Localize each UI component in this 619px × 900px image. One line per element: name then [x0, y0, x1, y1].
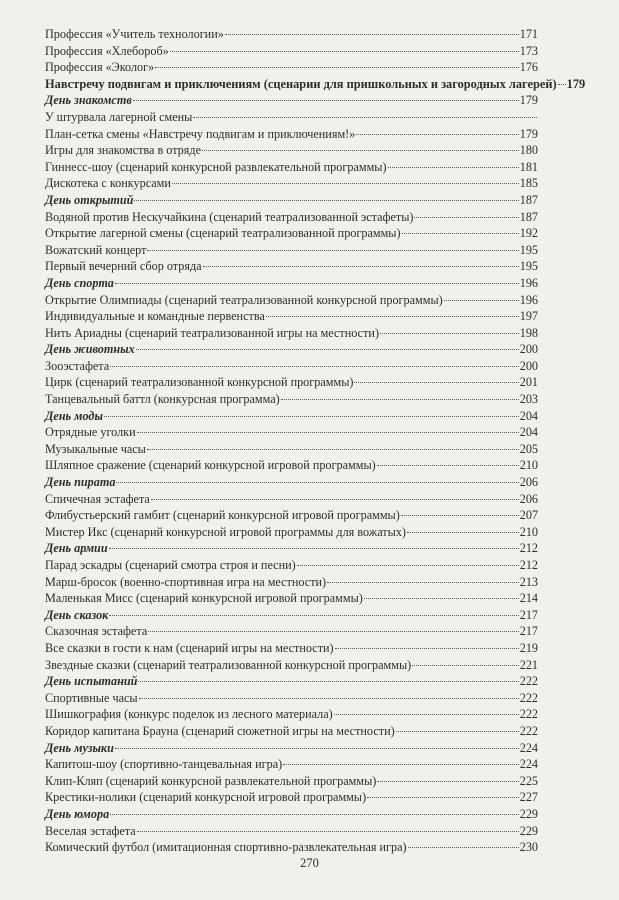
dot-leader: [356, 134, 518, 135]
toc-section-heading: [45, 341, 538, 358]
toc-entry-title: У штурвала лагерной смены: [45, 109, 193, 124]
toc-entry-page: 171: [519, 27, 538, 41]
toc-entry-page: 179: [519, 93, 538, 108]
toc-entry-page: 210: [519, 458, 538, 473]
toc-entry-page: 207: [519, 508, 538, 523]
toc-section-heading: [45, 92, 538, 109]
toc-entry-page: 210: [519, 524, 538, 539]
toc-entry-title: Маленькая Мисс (сценарий конкурсной игровой программы): [45, 591, 363, 606]
toc-entry-title: Дискотека с конкурсами: [45, 176, 171, 191]
toc-entry-page: 203: [519, 392, 538, 407]
dot-leader: [155, 67, 518, 68]
toc-entry-title: Профессия «Учитель технологии»: [45, 27, 224, 41]
toc-entry: [45, 839, 538, 856]
toc-entry: [45, 258, 538, 275]
toc-entry: [45, 623, 538, 640]
toc-entry-page: 204: [519, 408, 538, 423]
toc-entry-title: День юмора: [45, 806, 110, 821]
toc-entry-title: Клип-Кляп (сценарий конкурсной развлекательной программы): [45, 773, 377, 788]
toc-entry-page: 230: [519, 840, 538, 855]
toc-entry-title: Гиннесс-шоу (сценарий конкурсной развлекательной программы): [45, 159, 387, 174]
toc-entry-title: Капитош-шоу (спортивно-танцевальная игра): [45, 757, 283, 772]
toc-entry: [45, 209, 538, 226]
toc-entry: [45, 59, 538, 76]
table-of-contents: [45, 26, 586, 856]
toc-entry-page: 185: [519, 176, 538, 191]
toc-entry: [45, 574, 538, 591]
toc-entry-title: Первый вечерний сбор отряда: [45, 259, 202, 274]
toc-entry-title: День открытий: [45, 192, 134, 207]
dot-leader: [225, 34, 519, 35]
toc-entry-title: Индивидуальные и командные первенства: [45, 309, 265, 324]
toc-entry-title: Флибустьерский гамбит (сценарий конкурсной игровой программы): [45, 508, 400, 523]
toc-entry: [45, 159, 538, 176]
toc-entry-page: 192: [519, 226, 538, 241]
toc-entry-title: Веселая эстафета: [45, 823, 136, 838]
toc-entry: [45, 325, 538, 342]
toc-entry: [45, 640, 538, 657]
toc-entry-page: 224: [519, 740, 538, 755]
toc-entry-page: 195: [519, 259, 538, 274]
toc-entry-page: 221: [519, 657, 538, 672]
toc-entry-title: День пирата: [45, 475, 116, 490]
toc-entry-title: Парад эскадры (сценарий смотра строя и песни): [45, 558, 296, 572]
toc-section-heading: [45, 806, 538, 823]
toc-entry-page: 197: [519, 309, 538, 324]
toc-entry-page: 225: [519, 773, 538, 788]
toc-entry: [45, 657, 538, 674]
toc-entry: [45, 457, 538, 474]
toc-entry-page: 179: [519, 126, 538, 141]
toc-entry-title: Музыкальные часы: [45, 441, 146, 456]
toc-entry-title: День музыки: [45, 740, 114, 755]
toc-entry: [45, 358, 538, 375]
toc-entry-title: День армии: [45, 541, 108, 556]
dot-leader: [170, 51, 519, 52]
toc-entry-title: Звездные сказки (сценарий театрализованной конкурсной программы): [45, 657, 412, 672]
toc-entry-title: Коридор капитана Брауна (сценарий сюжетной игры на местности): [45, 723, 395, 738]
toc-entry-page: 222: [519, 674, 538, 689]
toc-entry-page: 196: [519, 292, 538, 307]
toc-entry-title: Мистер Икс (сценарий конкурсной игровой программы для вожатых): [45, 524, 406, 539]
dot-leader: [115, 283, 519, 284]
dot-leader: [396, 731, 519, 732]
toc-entry: [45, 424, 538, 441]
toc-entry-page: 201: [519, 375, 538, 390]
toc-entry-page: 195: [519, 242, 538, 257]
page-number: 270: [300, 856, 319, 870]
dot-leader: [407, 532, 519, 533]
toc-entry: [45, 175, 538, 192]
toc-entry-title: Шляпное сражение (сценарий конкурсной игровой программы): [45, 458, 376, 473]
dot-leader: [380, 333, 519, 334]
toc-entry: [45, 242, 538, 259]
dot-leader: [104, 416, 519, 417]
dot-leader: [558, 84, 566, 85]
dot-leader: [203, 266, 519, 267]
dot-leader: [109, 548, 519, 549]
dot-leader: [334, 714, 519, 715]
toc-entry-page: 222: [519, 707, 538, 722]
toc-entry-page: 187: [519, 192, 538, 207]
toc-entry-page: 217: [519, 607, 538, 622]
toc-entry-page: 198: [519, 325, 538, 340]
toc-entry-title: Нить Ариадны (сценарий театрализованной игры на местности): [45, 325, 379, 340]
dot-leader: [115, 748, 519, 749]
dot-leader: [354, 382, 518, 383]
toc-entry-title: День спорта: [45, 275, 114, 290]
dot-leader: [402, 233, 519, 234]
toc-entry-title: Комический футбол (имитационная спортивно-развлекательная игра): [45, 840, 407, 855]
toc-entry-title: Водяной против Нескучайкина (сценарий театрализованной эстафеты): [45, 209, 414, 224]
toc-entry-page: 213: [519, 574, 538, 589]
toc-entry: [45, 391, 538, 408]
toc-entry-title: Танцевальный баттл (конкурсная программа): [45, 392, 280, 407]
toc-entry-page: 212: [519, 541, 538, 556]
toc-entry-page: 229: [519, 806, 538, 821]
dot-leader: [110, 814, 519, 815]
dot-leader: [444, 300, 519, 301]
toc-entry-page: 173: [519, 43, 538, 58]
dot-leader: [408, 847, 519, 848]
toc-entry-page: 205: [519, 441, 538, 456]
dot-leader: [297, 565, 519, 566]
dot-leader: [414, 217, 518, 218]
toc-entry-title: Зооэстафета: [45, 358, 110, 373]
toc-section-heading: [45, 408, 538, 425]
toc-entry: [45, 374, 538, 391]
toc-entry-title: Игры для знакомства в отряде: [45, 143, 201, 158]
toc-entry: [45, 823, 538, 840]
toc-entry: [45, 225, 538, 242]
dot-leader: [134, 200, 518, 201]
toc-entry: [45, 706, 538, 723]
toc-entry-title: День испытаний: [45, 674, 138, 689]
dot-leader: [388, 167, 519, 168]
toc-entry-page: 200: [519, 342, 538, 357]
toc-entry: [45, 126, 538, 143]
dot-leader: [148, 631, 518, 632]
toc-section-heading: [45, 540, 538, 557]
dot-leader: [110, 366, 519, 367]
dot-leader: [133, 100, 519, 101]
dot-leader: [116, 482, 518, 483]
dot-leader: [147, 449, 519, 450]
toc-entry-title: Сказочная эстафета: [45, 624, 148, 639]
dot-leader: [327, 582, 519, 583]
toc-entry-title: Цирк (сценарий театрализованной конкурсной программы): [45, 375, 354, 390]
dot-leader: [377, 781, 518, 782]
dot-leader: [202, 150, 519, 151]
toc-entry-title: Профессия «Хлебороб»: [45, 43, 169, 58]
toc-entry-page: 212: [519, 558, 538, 572]
dot-leader: [137, 432, 519, 433]
toc-entry: [45, 524, 538, 541]
dot-leader: [151, 499, 519, 500]
toc-entry-title: Все сказки в гости к нам (сценарий игры на местности): [45, 640, 334, 655]
toc-entry-title: Профессия «Эколог»: [45, 60, 155, 75]
toc-entry-page: 217: [519, 624, 538, 639]
toc-entry-page: 179: [566, 76, 586, 91]
toc-entry-title: Крестики-нолики (сценарий конкурсной игровой программы): [45, 790, 367, 805]
dot-leader: [377, 465, 519, 466]
toc-entry-page: 219: [519, 640, 538, 655]
toc-entry-title: День животных: [45, 342, 135, 357]
dot-leader: [193, 117, 537, 118]
toc-section-heading: [45, 192, 538, 209]
toc-entry: [45, 773, 538, 790]
toc-entry-page: 222: [519, 723, 538, 738]
toc-entry: [45, 756, 538, 773]
toc-entry-page: 176: [519, 60, 538, 75]
dot-leader: [364, 598, 519, 599]
dot-leader: [172, 183, 519, 184]
toc-entry-title: Открытие Олимпиады (сценарий театрализованной конкурсной программы): [45, 292, 443, 307]
toc-entry: [45, 557, 538, 574]
dot-leader: [139, 698, 519, 699]
dot-leader: [138, 681, 518, 682]
toc-entry: [45, 590, 538, 607]
toc-entry: [45, 308, 538, 325]
toc-entry-page: 187: [519, 209, 538, 224]
toc-entry: [45, 690, 538, 707]
dot-leader: [401, 515, 519, 516]
dot-leader: [136, 349, 519, 350]
toc-section-heading: [45, 673, 538, 690]
toc-entry-page: 227: [519, 790, 538, 805]
toc-entry-page: 204: [519, 425, 538, 440]
dot-leader: [109, 615, 518, 616]
toc-entry-page: 206: [519, 491, 538, 506]
toc-entry-page: 206: [519, 475, 538, 490]
toc-entry: [45, 491, 538, 508]
toc-part-heading: [45, 76, 586, 93]
toc-entry-page: 200: [519, 358, 538, 373]
toc-section-heading: [45, 607, 538, 624]
toc-entry-title: Спортивные часы: [45, 690, 138, 705]
toc-entry: [45, 441, 538, 458]
toc-section-heading: [45, 740, 538, 757]
dot-leader: [281, 399, 519, 400]
toc-entry-title: План-сетка смены «Навстречу подвигам и приключениям!»: [45, 126, 356, 141]
toc-entry-title: День знакомств: [45, 93, 132, 108]
toc-entry-title: День сказок: [45, 607, 109, 622]
toc-entry-page: 196: [519, 275, 538, 290]
dot-leader: [266, 316, 519, 317]
toc-entry-page: 180: [519, 143, 538, 158]
toc-entry-title: Марш-бросок (военно-спортивная игра на местности): [45, 574, 327, 589]
toc-entry-title: День моды: [45, 408, 103, 423]
toc-entry-page: 214: [519, 591, 538, 606]
toc-entry-title: Отрядные уголки: [45, 425, 136, 440]
toc-entry: [45, 292, 538, 309]
toc-entry-title: Спичечная эстафета: [45, 491, 150, 506]
toc-entry: [45, 26, 538, 43]
toc-entry-title: Навстречу подвигам и приключениям (сценарии для пришкольных и загородных лагерей): [45, 76, 557, 91]
toc-entry: [45, 109, 538, 126]
toc-entry: [45, 723, 538, 740]
toc-entry-page: 222: [519, 690, 538, 705]
dot-leader: [367, 797, 519, 798]
toc-entry-title: Открытие лагерной смены (сценарий театрализованной программы): [45, 226, 401, 241]
toc-entry-page: 181: [519, 159, 538, 174]
toc-entry: [45, 142, 538, 159]
toc-entry-page: 224: [519, 757, 538, 772]
toc-section-heading: [45, 474, 538, 491]
toc-entry: [45, 507, 538, 524]
toc-entry-page: 229: [519, 823, 538, 838]
toc-entry: [45, 789, 538, 806]
dot-leader: [137, 831, 519, 832]
dot-leader: [335, 648, 519, 649]
dot-leader: [283, 764, 519, 765]
toc-entry-title: Вожатский концерт: [45, 242, 147, 257]
dot-leader: [147, 250, 518, 251]
toc-section-heading: [45, 275, 538, 292]
toc-entry-title: Шишкография (конкурс поделок из лесного материала): [45, 707, 333, 722]
dot-leader: [412, 665, 518, 666]
toc-entry: [45, 43, 538, 60]
